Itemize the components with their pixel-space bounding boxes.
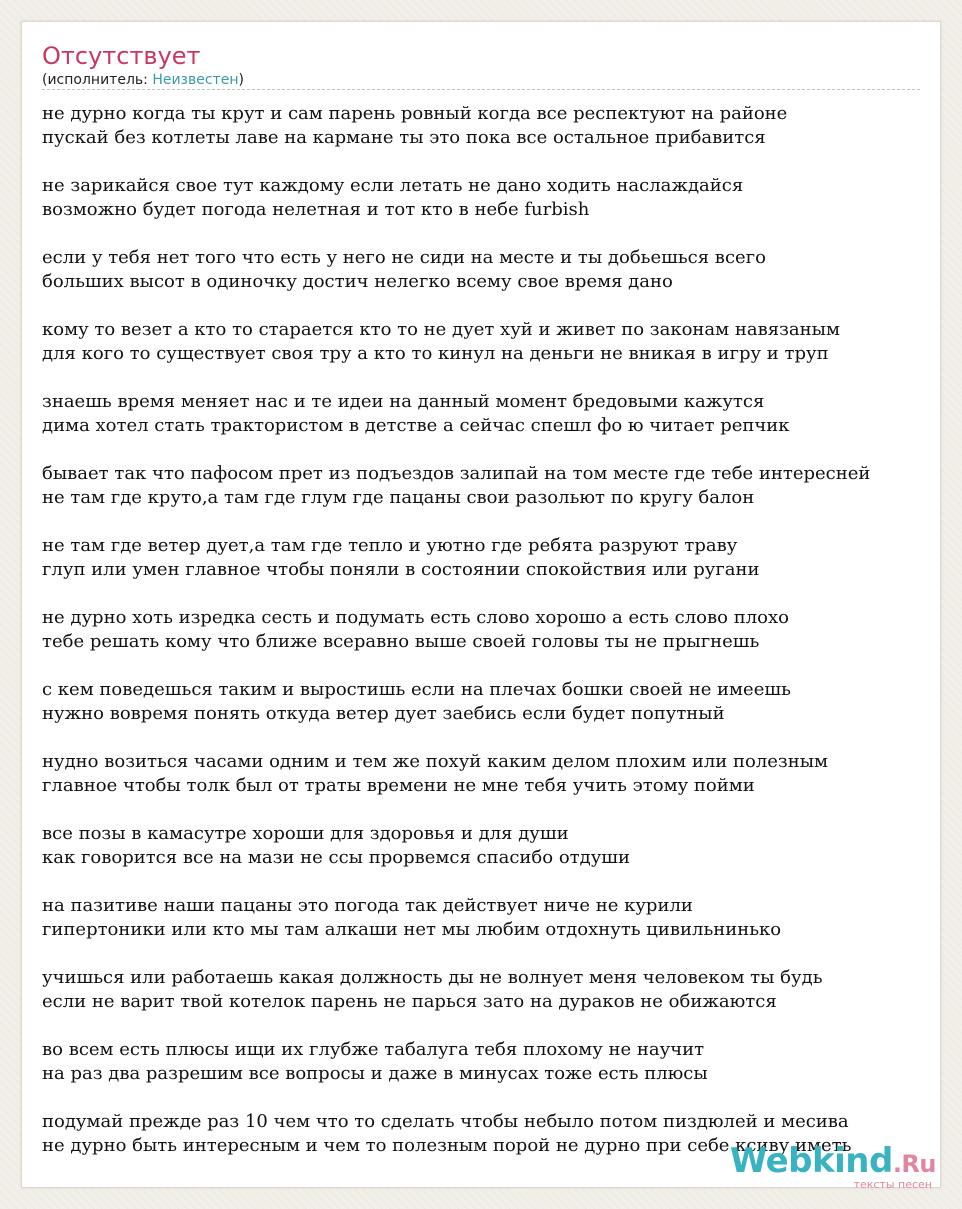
lyric-line: если у тебя нет того что есть у него не сиди на месте и ты добьешься всего [42,247,766,268]
artist-link[interactable]: Неизвестен [152,72,239,88]
lyric-line: если не варит твой котелок парень не парься зато на дураков не обижаются [42,991,777,1012]
lyric-line: не дурно хоть изредка сесть и подумать есть слово хорошо а есть слово плохо [42,607,789,628]
lyric-line: на раз два разрешим все вопросы и даже в минусах тоже есть плюсы [42,1063,708,1084]
lyric-line: главное чтобы толк был от траты времени не мне тебя учить этому пойми [42,775,755,796]
lyric-line: не там где ветер дует,а там где тепло и уютно где ребята разруют траву [42,535,738,556]
lyric-line: все позы в камасутре хороши для здоровья и для души [42,823,569,844]
stanza [42,894,962,942]
stanza [42,102,962,150]
logo-main-text: Webkind [729,1141,893,1181]
stanza [42,246,962,294]
webkind-logo[interactable] [730,1142,936,1190]
lyric-line: возможно будет погода нелетная и тот кто в небе furbish [42,199,590,220]
lyric-line: как говорится все на мази не ссы прорвемся спасибо отдуши [42,847,631,868]
lyric-line: с кем поведешься таким и выростишь если на плечах бошки своей не имеешь [42,679,791,700]
lyric-line: не там где круто,а там где глум где пацаны свои разольют по кругу балон [42,487,755,508]
lyric-line: для кого то существует своя тру а кто то кинул на деньги не вникая в игру и труп [42,343,829,364]
song-title: Отсутствует [42,42,201,70]
artist-suffix: ) [238,72,244,88]
lyric-line: пускай без котлеты лаве на кармане ты это пока все остальное прибавится [42,127,766,148]
lyrics-body [42,102,962,1182]
artist-prefix: (исполнитель: [42,72,153,88]
lyric-line: не дурно быть интересным и чем то полезным порой не дурно при себе ксиву иметь [42,1135,852,1156]
logo-wordmark [730,1142,936,1183]
lyric-line: учишься или работаешь какая должность ды не волнует меня человеком ты будь [42,967,823,988]
lyric-line: знаешь время меняет нас и те идеи на данный момент бредовыми кажутся [42,391,765,412]
artist-line [42,72,244,88]
lyric-line: бывает так что пафосом прет из подъездов залипай на том месте где тебе интересней [42,463,871,484]
lyric-line: подумай прежде раз 10 чем что то сделать чтобы небыло потом пиздюлей и месива [42,1111,849,1132]
stanza [42,318,962,366]
lyric-line: больших высот в одиночку достич нелегко всему свое время дано [42,271,673,292]
stanza [42,462,962,510]
lyric-line: кому то везет а кто то старается кто то не дует хуй и живет по законам навязаным [42,319,840,340]
lyric-line: во всем есть плюсы ищи их глубже табалуга тебя плохому не научит [42,1039,705,1060]
logo-ru-text: .Ru [892,1150,936,1178]
stanza [42,822,962,870]
stanza [42,966,962,1014]
header-divider [42,89,920,90]
lyric-line: не дурно когда ты крут и сам парень ровный когда все респектуют на районе [42,103,788,124]
lyric-line: на пазитиве наши пацаны это погода так действует ниче не курили [42,895,693,916]
lyric-line: глуп или умен главное чтобы поняли в состоянии спокойствия или ругани [42,559,760,580]
stanza [42,390,962,438]
stanza [42,1038,962,1086]
stanza [42,750,962,798]
stanza [42,606,962,654]
stanza [42,174,962,222]
lyric-line: не зарикайся свое тут каждому если летать не дано ходить наслаждайся [42,175,744,196]
lyric-line: дима хотел стать трактористом в детстве а сейчас спешл фо ю читает репчик [42,415,790,436]
lyric-line: гипертоники или кто мы там алкаши нет мы любим отдохнуть цивильнинько [42,919,782,940]
lyric-line: нудно возиться часами одним и тем же похуй каким делом плохим или полезным [42,751,829,772]
stanza [42,678,962,726]
lyric-line: нужно вовремя понять откуда ветер дует заебись если будет попутный [42,703,725,724]
stanza [42,534,962,582]
lyric-line: тебе решать кому что ближе всеравно выше своей головы ты не прыгнешь [42,631,760,652]
logo-subtitle: тексты песен [853,1178,932,1191]
